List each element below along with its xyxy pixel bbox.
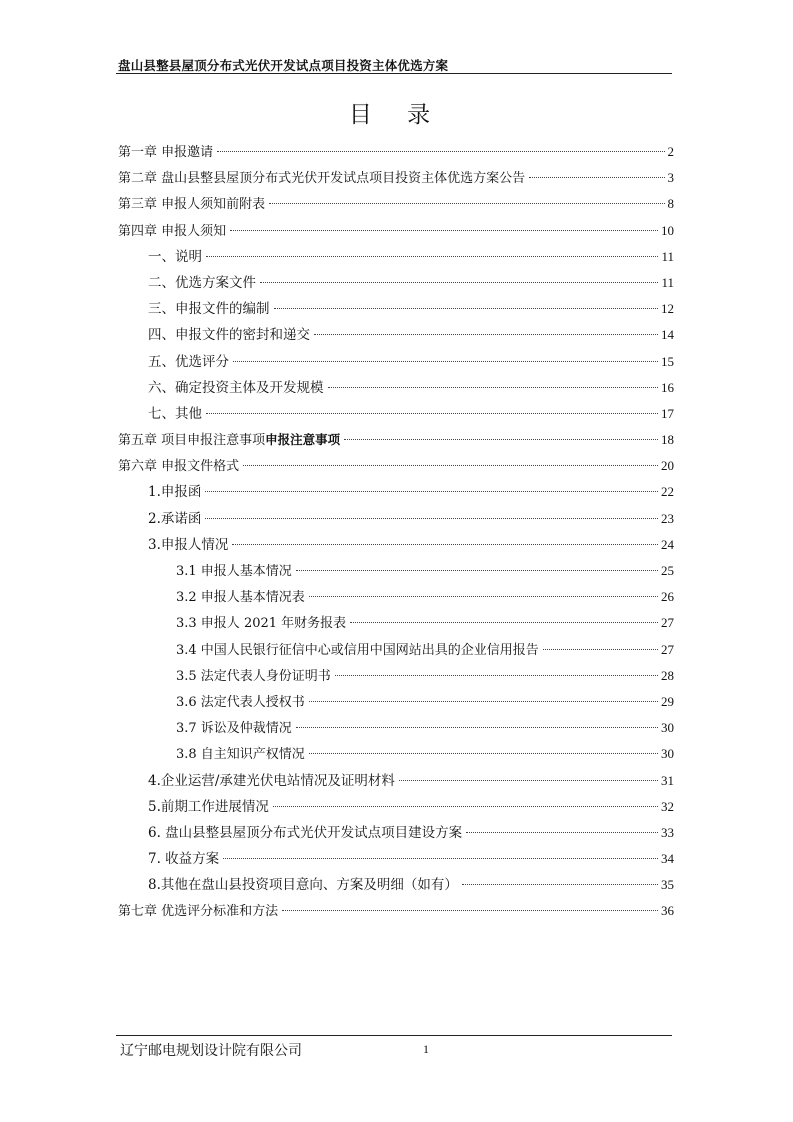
toc-entry[interactable]: [118, 270, 674, 296]
dot-leader: [274, 308, 659, 309]
toc-entry-bold-suffix: 申报注意事项: [265, 432, 341, 448]
toc-entry[interactable]: [118, 349, 674, 375]
toc-entry-label: 8.其他在盘山县投资项目意向、方案及明细（如有）: [148, 877, 458, 894]
toc-entry[interactable]: [118, 479, 674, 505]
toc-entry-page: 28: [661, 667, 674, 683]
toc-entry[interactable]: [118, 244, 674, 270]
toc-entry-page: 2: [667, 144, 674, 159]
footer-divider: [116, 1035, 672, 1036]
dot-leader: [206, 413, 658, 414]
dot-leader: [269, 203, 664, 204]
dot-leader: [205, 518, 658, 519]
toc-entry-label: 3.1 申报人基本情况: [176, 564, 292, 579]
toc-entry-label: 5.前期工作进展情况: [148, 798, 269, 815]
toc-entry-page: 31: [661, 772, 674, 788]
toc-entry[interactable]: [118, 898, 674, 924]
toc-entry[interactable]: [118, 637, 674, 663]
toc-entry-page: 36: [661, 903, 674, 919]
table-of-contents: [118, 139, 674, 925]
toc-entry[interactable]: [118, 375, 674, 401]
toc-entry-label: 二、优选方案文件: [148, 274, 256, 291]
dot-leader: [309, 596, 658, 597]
toc-entry[interactable]: [118, 532, 674, 558]
toc-entry-label: 第五章 项目申报注意事项申报注意事项: [118, 432, 341, 449]
toc-entry-label: 3.5 法定代表人身份证明书: [176, 668, 331, 684]
toc-entry-label: 七、其他: [148, 405, 202, 422]
toc-entry-page: 11: [661, 248, 674, 264]
dot-leader: [260, 282, 658, 283]
toc-entry-label: 第二章 盘山县整县屋顶分布式光伏开发试点项目投资主体优选方案公告: [118, 171, 526, 187]
toc-entry-page: 8: [667, 196, 674, 212]
toc-entry[interactable]: [118, 453, 674, 479]
toc-entry-page: 30: [661, 746, 674, 762]
toc-entry[interactable]: [118, 139, 674, 165]
toc-entry-label: 六、确定投资主体及开发规模: [148, 379, 324, 396]
toc-entry[interactable]: [118, 427, 674, 453]
dot-leader: [529, 177, 664, 178]
dot-leader: [350, 622, 658, 623]
dot-leader: [309, 701, 658, 702]
toc-entry-label: 3.申报人情况: [148, 536, 229, 553]
toc-entry[interactable]: [118, 768, 674, 794]
dot-leader: [296, 727, 658, 728]
toc-entry[interactable]: [118, 584, 674, 610]
dot-leader: [335, 675, 658, 676]
toc-entry[interactable]: [118, 872, 674, 898]
toc-entry-label: 3.8 自主知识产权情况: [176, 747, 305, 763]
toc-entry-page: 27: [661, 615, 674, 631]
toc-entry-page: 18: [661, 432, 674, 448]
dot-leader: [328, 387, 659, 388]
toc-entry-page: 16: [661, 379, 674, 395]
toc-entry-page: 29: [661, 693, 674, 709]
dot-leader: [466, 832, 658, 833]
header-divider: [116, 73, 672, 74]
toc-entry-page: 20: [661, 458, 674, 474]
toc-entry-label: 6. 盘山县整县屋顶分布式光伏开发试点项目建设方案: [148, 824, 463, 841]
toc-entry-page: 24: [661, 536, 674, 552]
toc-entry-page: 14: [661, 327, 674, 343]
toc-entry-page: 27: [661, 641, 674, 657]
toc-entry-label: 一、说明: [148, 248, 202, 265]
toc-entry-page: 22: [661, 484, 674, 500]
toc-entry[interactable]: [118, 506, 674, 532]
toc-entry-label: 3.2 申报人基本情况表: [176, 590, 305, 606]
toc-entry-label: 第三章 申报人须知前附表: [118, 197, 266, 213]
toc-entry-label: 4.企业运营/承建光伏电站情况及证明材料: [148, 772, 395, 789]
toc-entry-page: 26: [661, 589, 674, 605]
toc-entry[interactable]: [118, 610, 674, 636]
toc-entry-label: 3.4 中国人民银行征信中心或信用中国网站出具的企业信用报告: [176, 642, 539, 658]
toc-entry-page: 12: [661, 301, 674, 317]
dot-leader: [230, 230, 658, 231]
toc-entry-label: 四、申报文件的密封和递交: [148, 327, 310, 344]
toc-entry-page: 23: [661, 510, 674, 526]
toc-entry-page: 3: [667, 170, 674, 186]
toc-entry-page: 35: [661, 877, 674, 893]
toc-entry-label: 五、优选评分: [148, 353, 229, 370]
toc-entry-label: 1.申报函: [148, 484, 202, 501]
toc-entry-page: 10: [661, 222, 674, 238]
page-title: 目 录: [348, 102, 445, 128]
toc-entry-page: 15: [661, 353, 674, 369]
running-header: 盘山县整县屋顶分布式光伏开发试点项目投资主体优选方案: [118, 58, 449, 73]
dot-leader: [314, 334, 658, 335]
toc-entry[interactable]: [118, 558, 674, 584]
dot-leader: [399, 780, 658, 781]
toc-entry-page: 32: [661, 798, 674, 814]
dot-leader: [233, 361, 658, 362]
toc-entry[interactable]: [118, 846, 674, 872]
toc-entry-label: 第七章 优选评分标准和方法: [118, 904, 279, 920]
dot-leader: [296, 570, 658, 571]
dot-leader: [462, 884, 658, 885]
dot-leader: [309, 753, 658, 754]
toc-entry[interactable]: [118, 218, 674, 244]
toc-entry[interactable]: [118, 689, 674, 715]
toc-entry[interactable]: [118, 794, 674, 820]
dot-leader: [206, 256, 658, 257]
toc-entry-label: 三、申报文件的编制: [148, 301, 270, 318]
toc-entry-label: 3.7 诉讼及仲裁情况: [176, 721, 292, 737]
dot-leader: [205, 491, 658, 492]
toc-entry-label: 第一章 申报邀请: [118, 145, 214, 160]
toc-entry-page: 25: [661, 563, 674, 578]
dot-leader: [344, 439, 658, 440]
toc-entry-page: 11: [661, 274, 674, 290]
toc-entry-label: 2.承诺函: [148, 510, 202, 527]
toc-entry[interactable]: [118, 191, 674, 217]
toc-entry-page: 34: [661, 851, 674, 867]
toc-entry[interactable]: [118, 663, 674, 689]
dot-leader: [217, 151, 664, 152]
toc-entry-page: 33: [661, 824, 674, 840]
toc-entry[interactable]: [118, 401, 674, 427]
dot-leader: [223, 858, 658, 859]
toc-entry[interactable]: [118, 741, 674, 767]
dot-leader: [282, 910, 658, 911]
toc-entry[interactable]: [118, 322, 674, 348]
toc-entry[interactable]: [118, 820, 674, 846]
toc-entry[interactable]: [118, 715, 674, 741]
toc-entry[interactable]: [118, 296, 674, 322]
footer-page-number: 1: [423, 1042, 429, 1056]
dot-leader: [273, 806, 658, 807]
toc-entry[interactable]: [118, 165, 674, 191]
toc-entry-label: 第四章 申报人须知: [118, 223, 227, 239]
toc-entry-label: 7. 收益方案: [148, 851, 220, 868]
toc-entry-label: 第六章 申报文件格式: [118, 459, 240, 475]
dot-leader: [243, 465, 658, 466]
toc-entry-label: 3.3 申报人 2021 年财务报表: [176, 616, 347, 632]
toc-entry-page: 17: [661, 405, 674, 421]
footer-company: 辽宁邮电规划设计院有限公司: [120, 1043, 302, 1059]
dot-leader: [232, 544, 658, 545]
toc-entry-label: 3.6 法定代表人授权书: [176, 694, 305, 710]
toc-entry-page: 30: [661, 720, 674, 736]
dot-leader: [543, 649, 658, 650]
